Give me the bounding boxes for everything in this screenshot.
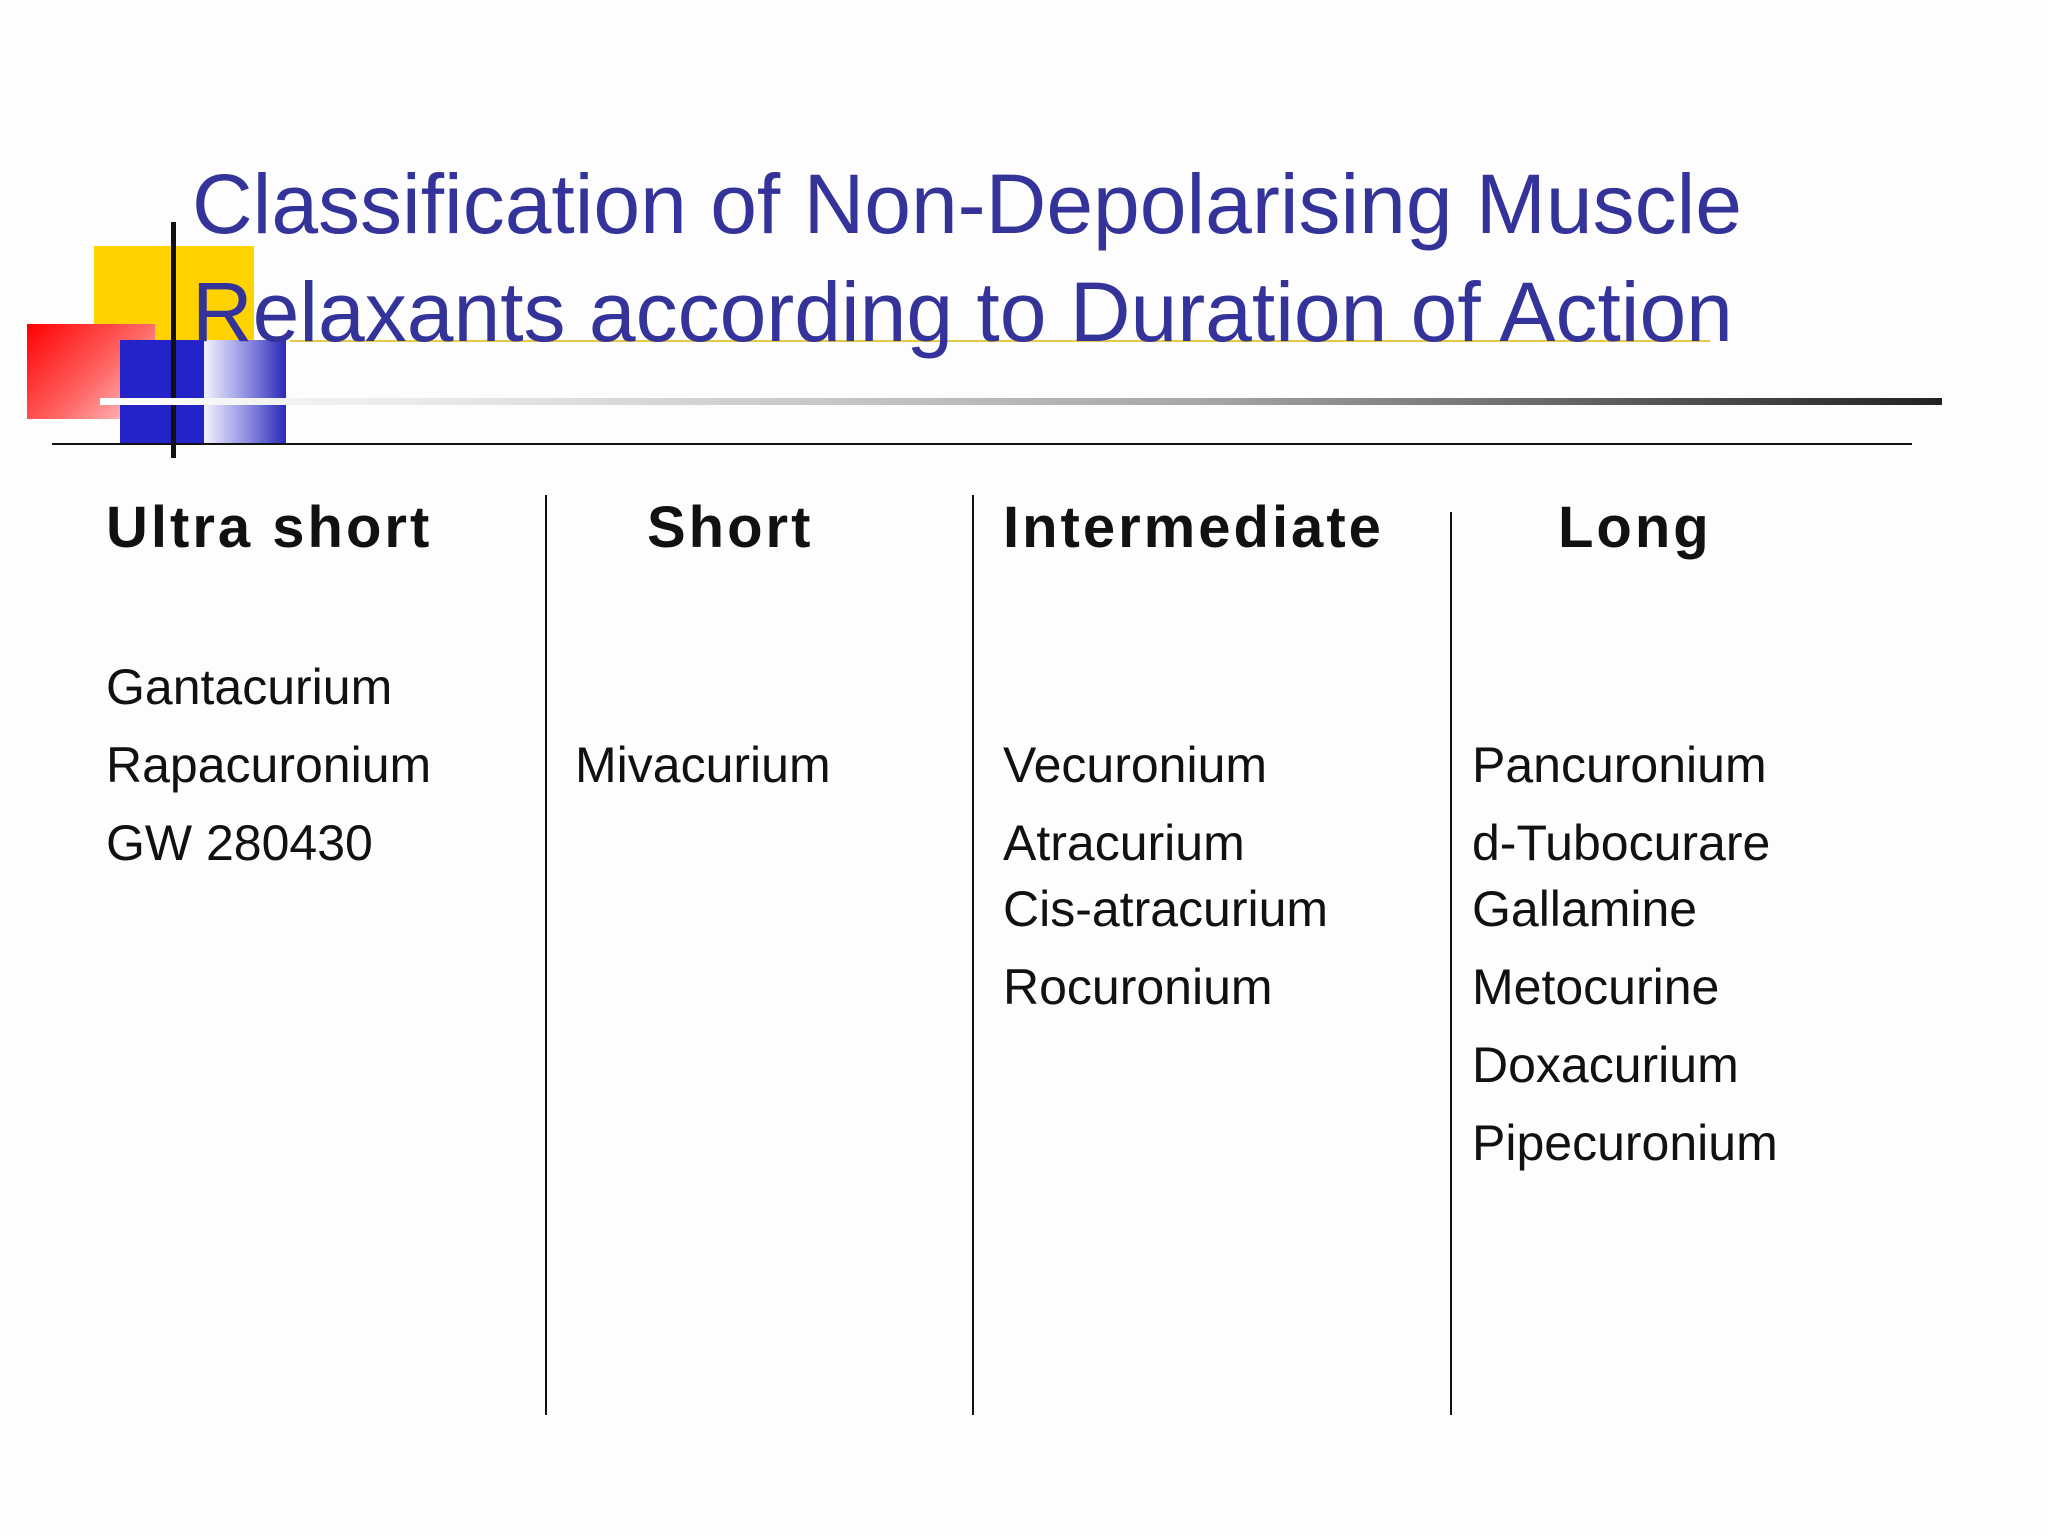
drug-item-gw-280430: GW 280430	[106, 815, 373, 871]
drug-item-doxacurium: Doxacurium	[1472, 1037, 1739, 1093]
column-divider-2	[972, 495, 974, 1415]
drug-item-mivacurium: Mivacurium	[575, 737, 831, 793]
drug-item-pipecuronium: Pipecuronium	[1472, 1115, 1778, 1171]
drug-item-rocuronium: Rocuronium	[1003, 959, 1273, 1015]
column-header-ultra-short: Ultra short	[106, 495, 433, 560]
column-divider-1	[545, 495, 547, 1415]
drug-item-atracurium: Atracurium	[1003, 815, 1245, 871]
column-header-intermediate: Intermediate	[1003, 495, 1384, 560]
drug-item-rapacuronium: Rapacuronium	[106, 737, 432, 793]
drug-item-d-tubocurare: d-Tubocurare	[1472, 815, 1771, 871]
drug-item-gallamine: Gallamine	[1472, 881, 1698, 937]
column-divider-3	[1450, 512, 1452, 1415]
decorative-gradient-bar	[100, 398, 1942, 405]
decorative-vertical-line	[171, 222, 176, 458]
drug-item-cis-atracurium: Cis-atracurium	[1003, 881, 1329, 937]
header-divider-line	[52, 443, 1912, 445]
slide-title	[192, 150, 1912, 366]
drug-item-vecuronium: Vecuronium	[1003, 737, 1268, 793]
column-header-long: Long	[1558, 495, 1712, 560]
column-header-short: Short	[647, 495, 814, 560]
drug-item-pancuronium: Pancuronium	[1472, 737, 1767, 793]
drug-item-metocurine: Metocurine	[1472, 959, 1720, 1015]
slide-title-line-2: Relaxants according to Duration of Action	[192, 265, 1733, 359]
drug-item-gantacurium: Gantacurium	[106, 659, 393, 715]
slide-title-line-1: Classification of Non-Depolarising Muscle	[192, 157, 1742, 251]
